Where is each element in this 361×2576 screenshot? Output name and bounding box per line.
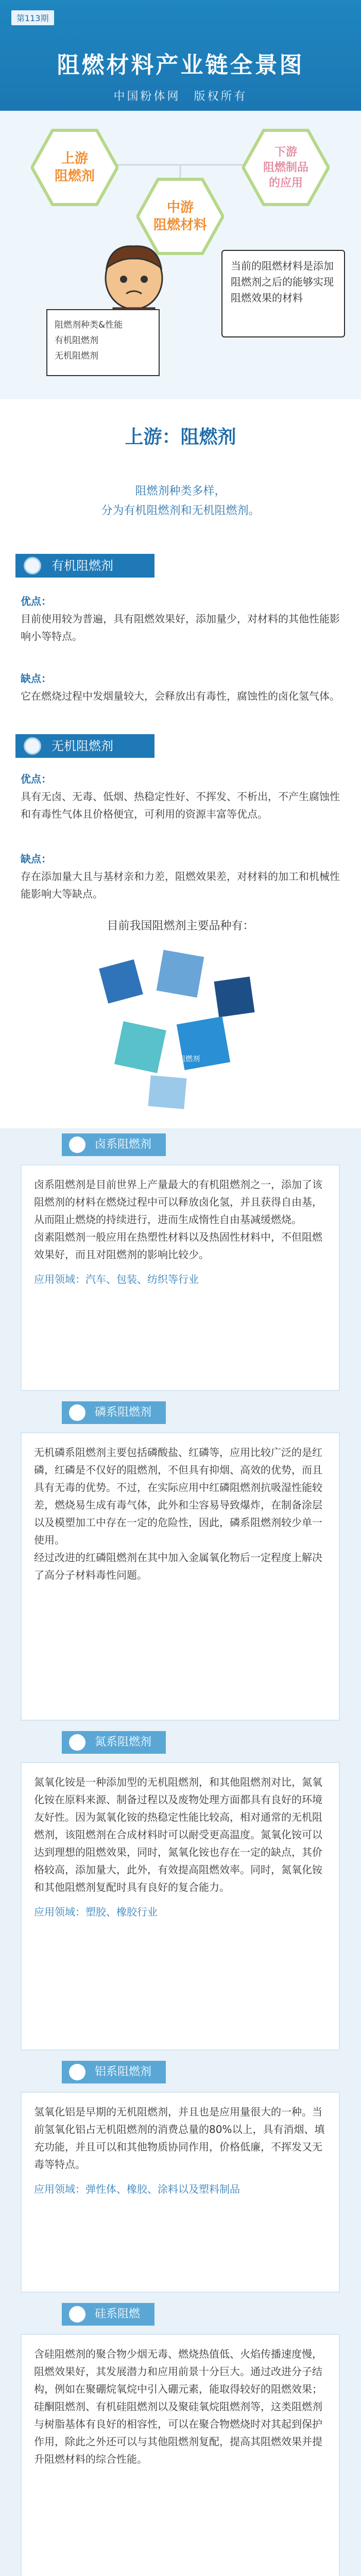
category-text: 氮氧化铵是一种添加型的无机阻燃剂，和其他阻燃剂对比，氮氧化铵在原料来源、制备过程以及废物处理方面都具有良好的环境友好性。因为氮氧化铵的热稳定性能比较高，相对通常的无机阻燃剂，该阻燃剂在合成材料时可以耐受更高温度。氮氧化铵可以达到理想的阻燃效果，同时，氮氧化铵也存在一定的缺点，其价格较高，添加量大，此外，有效提高阻燃效率。同时，氮氧化铵和其他阻燃剂复配时具有良好的复合能力。 <box>34 1776 322 1893</box>
issue-badge: 第113期 <box>11 10 54 25</box>
category-tag-halogen[interactable] <box>62 1133 166 1156</box>
callout-bubble: 当前的阻燃材料是添加阻燃剂之后的能够实现阻燃效果的材料 <box>221 250 345 337</box>
upstream-subtitle-line-1: 阻燃剂种类多样， <box>135 485 226 498</box>
upstream-subtitle-line-2: 分为有机阻燃剂和无机阻燃剂。 <box>101 504 260 517</box>
category-text: 卤系阻燃剂是目前世界上产量最大的有机阻燃剂之一，添加了该阻燃剂的材料在燃烧过程中可以释放卤化氢，并且获得自由基，从而阻止燃烧的持续进行，进而生成惰性自由基减缓燃烧。 卤素阻燃剂一般应用在热塑性材料以及热固性材料中，不但阻燃效果好，而且对阻燃剂的影响比较少。 <box>34 1178 322 1261</box>
category-text: 无机磷系阻燃剂主要包括磷酸盐、红磷等，应用比较广泛的是红磷，红磷是不仅好的阻燃剂，不但具有抑烟、高效的优势，而且具有无毒的优势。不过，在实际应用中红磷阻燃剂抗吸湿性能较差，燃烧易生成有毒气体，此外和尘容易导致爆炸，在制备涂层以及模塑加工中存在一定的危险性，因此，磷系阻燃剂较少单一使用。 经过改进的红磷阻燃剂在其中加入金属氧化物后一定程度上解决了高分子材料毒性问题。 <box>34 1446 322 1581</box>
organic-dis-label: 缺点： <box>21 672 51 685</box>
inorganic-advantages <box>21 770 340 823</box>
organic-adv-label: 优点： <box>21 595 51 607</box>
category-tag-label: 硅系阻燃 <box>95 2308 141 2320</box>
category-tag-label: 铝系阻燃剂 <box>95 2065 152 2078</box>
category-tag-phosphorus[interactable] <box>62 1401 166 1424</box>
tag-bullet-icon <box>24 737 41 755</box>
inorganic-adv-label: 优点： <box>21 773 51 785</box>
page-subtitle: 中国粉体网 版权所有 <box>113 90 248 103</box>
variety-cubes-graphic <box>77 943 283 1118</box>
organic-tag-label: 有机阻燃剂 <box>51 558 113 573</box>
category-text: 氢氧化铝是早期的无机阻燃剂，并且也是应用量很大的一种。当前氢氧化铝占无机阻燃剂的消费总量的80%以上，具有消烟、填充功能，并且可以和其他物质协同作用，价格低廉，不挥发又无毒等特点。 <box>34 2106 325 2171</box>
category-app: 应用领域：弹性体、橡胶、涂料以及塑料制品 <box>34 2183 240 2195</box>
category-card-nitrogen <box>21 1762 340 2050</box>
category-card-halogen <box>21 1164 340 1391</box>
organic-adv-text: 目前使用较为普遍，具有阻燃效果好，添加量少，对材料的其他性能影响小等特点。 <box>21 613 340 642</box>
variety-labels <box>154 1046 206 1087</box>
category-tag-aluminum[interactable] <box>62 2061 166 2083</box>
category-tag-label: 磷系阻燃剂 <box>95 1406 152 1419</box>
inorganic-dis-label: 缺点： <box>21 853 51 865</box>
inorganic-disadvantages <box>21 850 340 903</box>
sign-line-3: 无机阻燃剂 <box>55 351 98 361</box>
category-tag-label: 卤系阻燃剂 <box>95 1138 152 1151</box>
category-card-aluminum <box>21 2092 340 2293</box>
upstream-hex[interactable] <box>31 129 118 206</box>
category-tag-label: 氮系阻燃剂 <box>95 1736 152 1749</box>
inorganic-tag-label: 无机阻燃剂 <box>51 739 113 753</box>
variety-label-bromine: 卤系阻燃剂 <box>164 1055 200 1063</box>
category-tag-nitrogen[interactable] <box>62 1731 166 1754</box>
organic-tag[interactable] <box>15 554 154 578</box>
variety-title: 目前我国阻燃剂主要品种有： <box>107 920 254 933</box>
midstream-label: 中游 阻燃材料 <box>153 200 207 233</box>
category-app: 应用领域：汽车、包装、纺织等行业 <box>34 1273 199 1285</box>
category-card-silicon <box>21 2334 340 2576</box>
inorganic-adv-text: 具有无卤、无毒、低烟、热稳定性好、不挥发、不析出，不产生腐蚀性和有毒性气体且价格便宜，可利用的资源丰富等优点。 <box>21 790 340 820</box>
upstream-section-subtitle <box>0 482 361 521</box>
category-tag-silicon[interactable] <box>62 2303 154 2326</box>
page-title: 阻燃材料产业链全景图 <box>57 52 304 78</box>
category-text: 含硅阻燃剂的聚合物少烟无毒、燃烧热值低、火焰传播速度慢，阻燃效果好，其发展潜力和应用前景十分巨大。通过改进分子结构，例如在聚硼烷氧烷中引入硼元素，能取得较好的阻燃效果；硅酮阻燃剂、有机硅阻燃剂以及聚硅氧烷阻燃剂等，这类阻燃剂与树脂基体有良好的相容性，可以在聚合物燃烧时对其起到保护作用，除此之外还可以与其他阻燃剂复配，提高其阻燃效果并提升阻燃材料的综合性能。 <box>34 2348 322 2465</box>
organic-dis-text: 它在燃烧过程中发烟量较大，会释放出有毒性，腐蚀性的卤化氢气体。 <box>21 690 340 702</box>
category-app: 应用领域：塑胶、橡胶行业 <box>34 1906 158 1918</box>
downstream-hex[interactable] <box>242 129 330 206</box>
downstream-label: 下游 阻燃制品 的应用 <box>263 145 308 190</box>
upstream-section-title: 上游：阻燃剂 <box>125 426 236 448</box>
category-card-phosphorus <box>21 1432 340 1721</box>
inorganic-dis-text: 存在添加量大且与基材亲和力差，阻燃效果差，对材料的加工和机械性能影响大等缺点。 <box>21 870 340 900</box>
organic-disadvantages <box>21 670 340 705</box>
tag-bullet-icon <box>24 557 41 574</box>
organic-advantages <box>21 592 340 645</box>
sign-line-2: 有机阻燃剂 <box>55 335 98 346</box>
header <box>0 0 361 111</box>
inorganic-tag[interactable] <box>15 734 154 758</box>
character-sign <box>46 309 160 376</box>
sign-line-1: 阻燃剂种类&性能 <box>55 320 123 330</box>
upstream-label: 上游 阻燃剂 <box>54 151 95 184</box>
